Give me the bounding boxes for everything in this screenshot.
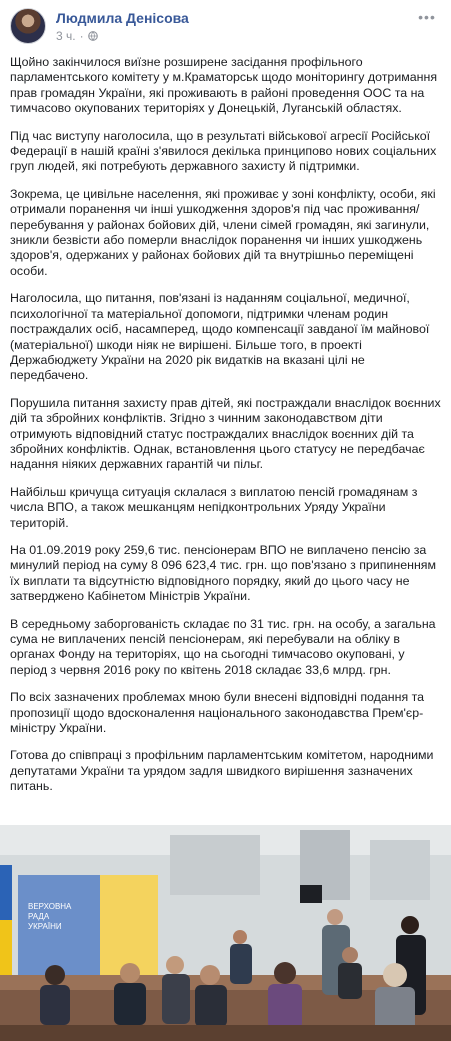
post-header — [10, 8, 441, 44]
paragraph: По всіх зазначених проблемах мною були внесені відповідні подання та пропозиції щодо вдосконалення національного законодавства Прем'єр-міністру України. — [10, 690, 425, 736]
paragraph: Під час виступу наголосила, що в результаті військової агресії Російської Федерації в нашій країні з'явилося декілька принципово нових соціальних груп людей, які потребують державного захисту й підтримки. — [10, 128, 437, 174]
paragraph: В середньому заборгованість складає по 31 тис. грн. на особу, а загальна сума не виплачених пенсій пенсіонерам, які перебували на обліку в органах Фонду на територіях, що на сьогодні тимчасово окуповані, у період з червня 2016 року по квітень 2018 складає 33,6 млрд. грн. — [10, 616, 436, 677]
more-options-icon[interactable]: ••• — [418, 9, 436, 25]
paragraph: На 01.09.2019 року 259,6 тис. пенсіонерам ВПО не виплачено пенсію за минулий період на суму 8 096 623,4 тис. грн. що пов'язано з припиненням їх виплати та відсутністю відповідного порядку, який до цього часу не затверджено Кабінетом Міністрів України. — [10, 542, 437, 604]
camera-icon — [300, 885, 322, 903]
paragraph: Наголосила, що питання, пов'язані із наданням соціальної, медичної, психологічної та матеріальної допомоги, підтримки членам родин постраждалих осіб, насамперед, щодо компенсації завданої їм майнової (матеріальної) шкоди ніяк не вирішені. Більше того, в проекті Держабюджету України на 2020 рік видатків на вказані цілі не передбачено. — [10, 291, 430, 383]
paragraph: Щойно закінчилося виїзне розширене засідання профільного парламентського комітету у м.Краматорськ щодо моніторингу дотримання прав громадян України, які проживають в районі проведення ООС та на тимчасово окупованих територіях у Донецькій, Луганській областях. — [10, 55, 438, 116]
post-photo[interactable] — [0, 825, 451, 1041]
avatar[interactable] — [10, 8, 46, 44]
meta-separator: · — [79, 29, 84, 43]
post-meta — [56, 29, 98, 43]
banner-text-line1: ВЕРХОВНА — [28, 902, 72, 911]
banner-text-line3: УКРАЇНИ — [28, 922, 62, 931]
author-name[interactable]: Людмила Денісова — [56, 10, 189, 26]
post-body — [10, 55, 441, 807]
paragraph: Найбільш кричуща ситуація склалася з виплатою пенсій громадянам з числа ВПО, а також мешканцям непідконтрольних Уряду України територій. — [10, 484, 418, 530]
globe-icon[interactable] — [88, 31, 98, 41]
meeting-photo-illustration — [0, 825, 451, 1041]
paragraph: Зокрема, це цивільне населення, які проживає у зоні конфлікту, особи, які отримали поранення чи інші ушкодження здоров'я під час проживання/перебування у районах бойових дій, члени сімей громадян, які загинули, зникли безвісти або померли внаслідок поранення чи інших ушкоджень здоров'я, одержаних у районах бойових дій та внутрішньо переміщені особи. — [10, 186, 436, 278]
paragraph: Готова до співпраці з профільним парламентським комітетом, народними депутатами України та урядом задля швидкого вирішення зазначених питань. — [10, 748, 434, 794]
paragraph: Порушила питання захисту прав дітей, які постраждали внаслідок воєнних дій та збройних конфліктів. Згідно з чинним законодавством діти отримують відповідний статус постраждалих внаслідок воєнних дій та збройних конфліктів. Однак, встановлення цього статусу не передбачає надання ніяких державних гарантій чи пільг. — [10, 395, 441, 472]
flag-blue — [0, 865, 12, 920]
post-time[interactable]: 3 ч. — [56, 29, 76, 43]
banner-text-line2: РАДА — [28, 912, 50, 921]
